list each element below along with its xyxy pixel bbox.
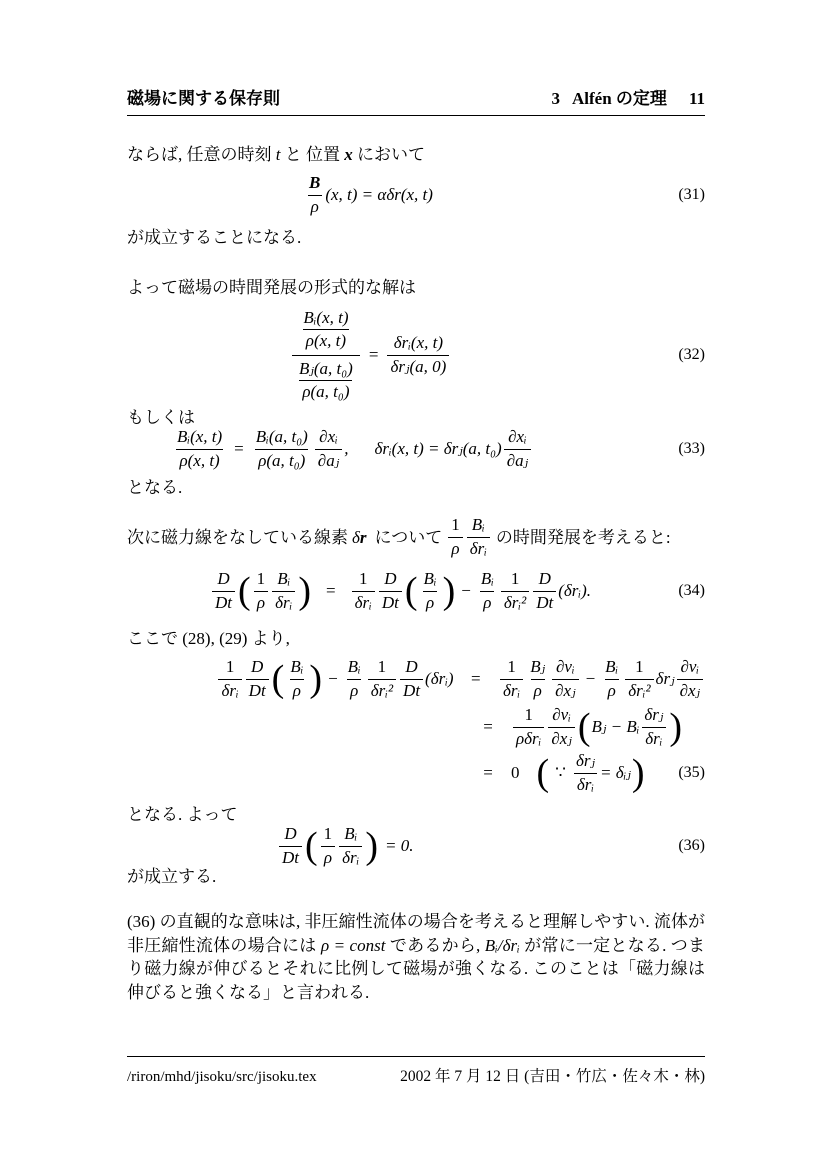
equals-sign: = (326, 581, 336, 600)
fraction-numerator: ∂xᵢ (319, 427, 338, 447)
fraction-numerator: 1 (256, 569, 266, 589)
fraction-denominator: ρ (531, 679, 545, 701)
fraction (352, 569, 375, 613)
fraction (625, 657, 653, 701)
fraction (339, 824, 362, 868)
equation-number-34: (34) (678, 582, 705, 599)
fraction-denominator: ρ (290, 679, 304, 701)
equation-number-33: (33) (678, 440, 705, 457)
math-term: δrᵢ(x, t) = δrⱼ(a, t₀) (374, 439, 502, 458)
fraction-numerator: δrⱼ (575, 751, 595, 771)
page-header (127, 84, 705, 116)
fraction (500, 657, 523, 701)
text-run: の時間発展を考えると: (495, 527, 671, 547)
minus-sign: − (328, 669, 338, 688)
fraction (292, 306, 360, 405)
equals-sign: = (471, 669, 481, 688)
fraction (533, 569, 556, 613)
fraction-denominator: Dt (400, 679, 423, 701)
fraction-denominator: ρ(x, t) (176, 449, 222, 471)
right-paren: ) (631, 752, 645, 794)
right-paren: ) (309, 658, 323, 700)
fraction-denominator (292, 355, 360, 405)
equation-34 (127, 564, 705, 618)
fraction (448, 515, 463, 559)
fraction-numerator: 1 (524, 705, 533, 725)
fraction (279, 824, 302, 868)
comma: , (344, 439, 349, 458)
header-title: 磁場に関する保存則 (127, 89, 280, 108)
math-term: δrⱼ (655, 669, 675, 688)
paragraph-interpretation (127, 910, 705, 1004)
fraction-numerator: Bⱼ(a, t₀) (299, 358, 353, 378)
fraction (315, 427, 342, 471)
fraction-numerator: D (538, 569, 551, 589)
fraction-denominator: ∂xⱼ (677, 679, 703, 701)
fraction (527, 657, 548, 701)
fraction-denominator: ρ (605, 679, 619, 701)
math-var-r: r (359, 527, 367, 547)
footer-rule (127, 1056, 705, 1057)
fraction-denominator: ∂xⱼ (548, 727, 574, 749)
text-run: もしくは (127, 408, 195, 427)
fraction (400, 657, 423, 701)
fraction-denominator: ∂aⱼ (504, 449, 531, 471)
text-run: と 位置 (280, 145, 345, 164)
fraction-numerator: Bⱼ (530, 657, 546, 677)
fraction-numerator: D (405, 657, 418, 677)
equation-32 (127, 305, 705, 405)
fraction-numerator (296, 306, 355, 355)
fraction-numerator: ∂vᵢ (552, 705, 571, 725)
text-run: が成立することになる. (127, 228, 302, 247)
fraction-numerator: ∂vᵢ (680, 657, 700, 677)
fraction-numerator: D (384, 569, 397, 589)
fraction-numerator: D (284, 824, 297, 844)
text-run: について (374, 527, 443, 547)
text-line (127, 477, 705, 498)
math-term-bi-dri: Bᵢ/δrᵢ (484, 935, 520, 955)
right-paren: ) (442, 570, 456, 612)
footer-file-path: /riron/mhd/jisoku/src/jisoku.tex (127, 1069, 317, 1085)
fraction-denominator: δrᵢ (352, 591, 375, 613)
fraction-numerator: Bᵢ (347, 657, 361, 677)
fraction-denominator: ∂aⱼ (315, 449, 342, 471)
left-paren: ( (305, 825, 318, 867)
equation-number-31: (31) (678, 186, 705, 203)
fraction-denominator: ρ (480, 591, 494, 613)
left-paren: ( (536, 752, 550, 794)
text-run: となる. よって (127, 805, 238, 824)
minus-sign: − (461, 581, 471, 600)
equation-number-35: (35) (678, 764, 705, 781)
fraction-denominator: δrᵢ (339, 846, 362, 868)
fraction-numerator: 1 (377, 657, 387, 677)
page-footer (127, 1064, 705, 1086)
equals-sign: = (234, 439, 244, 458)
fraction (602, 657, 621, 701)
fraction-denominator: ρ (347, 679, 361, 701)
math-term: (x, t) = αδr(x, t) (325, 185, 433, 204)
fraction (246, 657, 269, 701)
fraction (478, 569, 497, 613)
text-run: が成立する. (127, 867, 217, 886)
fraction-numerator: D (251, 657, 264, 677)
fraction (218, 657, 241, 701)
fraction-denominator: δrᵢ² (501, 591, 529, 613)
text-line (127, 866, 705, 887)
math-var-t: t (275, 145, 281, 164)
equation-number-32: (32) (678, 346, 705, 363)
eqnarray-rhs (511, 751, 645, 795)
math-var-delta: δ (352, 527, 360, 547)
fraction-numerator: δrᵢ(x, t) (393, 333, 444, 353)
right-paren: ) (365, 825, 379, 867)
fraction (321, 824, 336, 868)
eqnarray-row (127, 704, 705, 750)
fraction-numerator: Bᵢ(x, t) (177, 427, 223, 447)
fraction-numerator: Bᵢ (344, 824, 358, 844)
eqnarray-row (127, 750, 705, 796)
right-paren: ) (298, 570, 312, 612)
fraction (306, 173, 323, 217)
fraction-numerator: B (309, 173, 321, 193)
math-var-x: x (344, 145, 353, 164)
fraction-numerator: 1 (510, 569, 520, 589)
minus-sign: − (585, 669, 596, 688)
fraction-numerator: D (217, 569, 230, 589)
fraction-numerator: 1 (507, 657, 516, 677)
fraction-denominator: Dt (246, 679, 269, 701)
header-section-title: Alfén の定理 (572, 89, 667, 108)
fraction-denominator: δrᵢ (500, 679, 523, 701)
fraction-denominator: δrᵢ² (368, 679, 396, 701)
fraction-denominator: ∂xⱼ (552, 679, 578, 701)
math-term: (δrᵢ) (425, 669, 454, 688)
fraction-numerator: 1 (225, 657, 235, 677)
fraction (513, 705, 544, 749)
fraction (296, 359, 356, 403)
math-term-delta-r (352, 527, 367, 548)
fraction (287, 657, 306, 701)
fraction (253, 427, 311, 471)
fraction-numerator: Bᵢ (480, 569, 494, 589)
math-term-zero: 0 (511, 763, 520, 782)
fraction-numerator: ∂xᵢ (508, 427, 527, 447)
fraction-numerator: Bᵢ (277, 569, 291, 589)
fraction-denominator: δrᵢ (642, 727, 665, 749)
equals-sign: = (368, 345, 379, 364)
fraction-numerator: Bᵢ (423, 569, 437, 589)
equation-31 (127, 168, 705, 222)
fraction-denominator: δrᵢ (467, 537, 490, 559)
left-paren: ( (404, 570, 418, 612)
fraction-denominator: ρ(a, t₀) (299, 380, 352, 402)
text-run: (36) の直観的な意味は, 非圧縮性流体の場合を考えると理解しやすい. 流体が非圧縮性流体の場合には (127, 912, 705, 955)
fraction (641, 705, 666, 749)
fraction (677, 657, 703, 701)
eqnarray-lhs (127, 657, 454, 701)
equals-sign: = (483, 717, 493, 736)
fraction-denominator: ρ (423, 591, 437, 613)
fraction-denominator: δrᵢ² (625, 679, 653, 701)
eqnarray-row (127, 654, 705, 704)
fraction-numerator: 1 (451, 515, 460, 535)
text-run: ならば, 任意の時刻 (127, 145, 276, 164)
fraction (254, 569, 269, 613)
left-paren: ( (271, 658, 285, 700)
right-paren: ) (669, 706, 683, 748)
fraction-denominator: δrᵢ (272, 591, 295, 613)
fraction-denominator: ρ (321, 846, 335, 868)
header-right (552, 84, 705, 109)
fraction (573, 751, 598, 795)
text-run: において (352, 145, 425, 164)
fraction-numerator: 1 (635, 657, 644, 677)
equation-number-36: (36) (678, 837, 705, 854)
text-line (127, 628, 705, 649)
eqnarray-rhs (511, 705, 683, 749)
text-line (127, 227, 705, 248)
fraction (379, 569, 402, 613)
text-run: ここで (28), (29) より, (127, 629, 290, 648)
text-run: 次に磁力線をなしている線素 (127, 527, 348, 547)
fraction-denominator: ρ (308, 195, 322, 217)
equation-36 (127, 822, 705, 870)
footer-date-authors: 2002 年 7 月 12 日 (吉田・竹広・佐々木・林) (400, 1068, 705, 1085)
fraction-denominator: ρδrᵢ (513, 727, 544, 749)
fraction (368, 657, 396, 701)
fraction (300, 308, 351, 352)
fraction (387, 333, 449, 377)
fraction-denominator: ρ (254, 591, 268, 613)
text-line-naraba (127, 144, 705, 165)
equation-33 (127, 422, 705, 476)
fraction-denominator: ρ(x, t) (303, 329, 349, 351)
text-run: であるから, (385, 935, 485, 955)
text-run: よって磁場の時間発展の形式的な解は (127, 278, 416, 297)
fraction-denominator: Dt (212, 591, 235, 613)
fraction (174, 427, 225, 471)
fraction-numerator: δrⱼ (644, 705, 664, 725)
fraction-denominator: δrᵢ (218, 679, 241, 701)
fraction-denominator: Dt (533, 591, 556, 613)
equals-sign: = (483, 763, 493, 782)
math-term: (δrᵢ). (558, 581, 591, 600)
fraction (272, 569, 295, 613)
text-line-inline-math (127, 514, 705, 560)
fraction-numerator: 1 (358, 569, 368, 589)
fraction-numerator: Bᵢ(x, t) (303, 307, 349, 327)
math-term: Bⱼ − Bᵢ (591, 717, 640, 736)
text-run: が常に一定となる. つまり磁力線が伸びるとそれに比例して磁場が強くなる. このことは「磁力線は伸びると強くなる」と言われる. (127, 935, 706, 1002)
fraction (345, 657, 364, 701)
fraction-denominator: ρ (448, 537, 462, 559)
fraction (421, 569, 440, 613)
fraction (504, 427, 531, 471)
fraction-denominator: Dt (379, 591, 402, 613)
fraction-numerator: Bᵢ(a, t₀) (255, 427, 308, 447)
fraction (548, 705, 574, 749)
header-section-number: 3 (551, 89, 561, 108)
text-line (127, 277, 705, 298)
equation-35 (127, 654, 705, 796)
fraction-denominator: ρ(a, t₀) (255, 449, 308, 471)
math-term: = 0. (385, 836, 414, 855)
header-page-number: 11 (688, 89, 705, 108)
left-paren: ( (238, 570, 251, 612)
fraction-denominator: δrᵢ (574, 773, 597, 795)
because-sign: ∵ (555, 763, 566, 782)
fraction-denominator: Dt (279, 846, 302, 868)
fraction (552, 657, 578, 701)
fraction-denominator: δrⱼ(a, 0) (387, 355, 449, 377)
text-run: となる. (127, 478, 183, 497)
eqnarray-rhs (498, 657, 705, 701)
fraction-numerator: ∂vᵢ (556, 657, 575, 677)
fraction (501, 569, 529, 613)
math-term: = δᵢⱼ (600, 763, 631, 782)
fraction-numerator: 1 (323, 824, 333, 844)
fraction (467, 515, 490, 559)
fraction-numerator: Bᵢ (290, 657, 304, 677)
math-term-rho-const: ρ = const (320, 935, 386, 955)
left-paren: ( (577, 706, 591, 748)
fraction-numerator: Bᵢ (605, 657, 619, 677)
fraction (212, 569, 235, 613)
fraction-numerator: Bᵢ (471, 515, 485, 535)
